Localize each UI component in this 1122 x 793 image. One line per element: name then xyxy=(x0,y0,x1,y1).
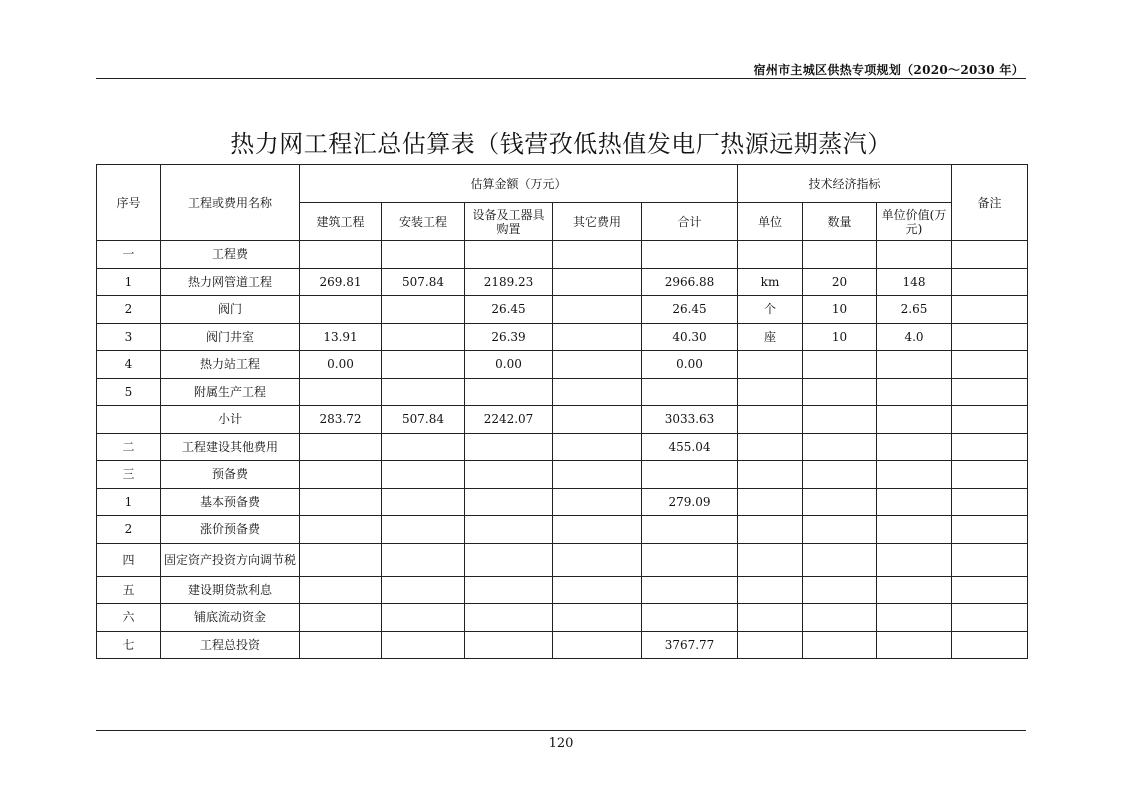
header-quantity: 数量 xyxy=(803,203,877,241)
cell-quantity xyxy=(803,516,877,544)
cell-seq xyxy=(97,406,161,434)
cell-install xyxy=(382,488,465,516)
table-row xyxy=(97,406,1028,434)
cell-unit xyxy=(738,516,803,544)
cell-name: 固定资产投资方向调节税 xyxy=(161,543,300,576)
cell-quantity xyxy=(803,433,877,461)
cell-install xyxy=(382,296,465,324)
cell-quantity xyxy=(803,241,877,269)
cell-unit-price xyxy=(877,488,952,516)
cell-install xyxy=(382,461,465,489)
cell-unit-price xyxy=(877,378,952,406)
cell-remark xyxy=(952,631,1028,659)
cell-other xyxy=(553,461,642,489)
cell-name: 阀门井室 xyxy=(161,323,300,351)
cell-equipment xyxy=(465,488,553,516)
cell-total: 279.09 xyxy=(642,488,738,516)
cell-name: 热力站工程 xyxy=(161,351,300,379)
cell-seq: 4 xyxy=(97,351,161,379)
cell-unit xyxy=(738,488,803,516)
cell-total xyxy=(642,604,738,632)
cell-remark xyxy=(952,461,1028,489)
cell-remark xyxy=(952,516,1028,544)
cell-install: 507.84 xyxy=(382,268,465,296)
cell-equipment xyxy=(465,543,553,576)
cell-install xyxy=(382,576,465,604)
header-name: 工程或费用名称 xyxy=(161,165,300,241)
header-total: 合计 xyxy=(642,203,738,241)
cell-seq: 2 xyxy=(97,516,161,544)
cell-unit-price: 2.65 xyxy=(877,296,952,324)
cell-unit-price xyxy=(877,351,952,379)
cell-equipment xyxy=(465,516,553,544)
cell-quantity xyxy=(803,631,877,659)
cell-other xyxy=(553,488,642,516)
cell-total: 40.30 xyxy=(642,323,738,351)
cell-remark xyxy=(952,433,1028,461)
cell-unit: 个 xyxy=(738,296,803,324)
cell-name: 工程总投资 xyxy=(161,631,300,659)
cell-quantity xyxy=(803,351,877,379)
cell-install xyxy=(382,543,465,576)
cell-unit: 座 xyxy=(738,323,803,351)
cell-install xyxy=(382,241,465,269)
cell-seq: 四 xyxy=(97,543,161,576)
cell-seq: 六 xyxy=(97,604,161,632)
cell-name: 热力网管道工程 xyxy=(161,268,300,296)
cell-building: 269.81 xyxy=(300,268,382,296)
header-tech-group: 技术经济指标 xyxy=(738,165,952,203)
page-number: 120 xyxy=(548,736,574,751)
cell-install xyxy=(382,323,465,351)
cell-building xyxy=(300,543,382,576)
table-row xyxy=(97,323,1028,351)
table-row xyxy=(97,576,1028,604)
cell-unit xyxy=(738,543,803,576)
cell-name: 预备费 xyxy=(161,461,300,489)
table-row xyxy=(97,268,1028,296)
header-estimate-group: 估算金额（万元） xyxy=(300,165,738,203)
cell-quantity xyxy=(803,406,877,434)
cell-other xyxy=(553,576,642,604)
cell-seq: 三 xyxy=(97,461,161,489)
cell-seq: 五 xyxy=(97,576,161,604)
cell-install xyxy=(382,351,465,379)
cell-building: 13.91 xyxy=(300,323,382,351)
cell-remark xyxy=(952,543,1028,576)
cell-building xyxy=(300,378,382,406)
cell-name: 阀门 xyxy=(161,296,300,324)
table-row xyxy=(97,488,1028,516)
cell-unit-price: 148 xyxy=(877,268,952,296)
cell-name: 工程费 xyxy=(161,241,300,269)
cell-remark xyxy=(952,241,1028,269)
cell-unit xyxy=(738,433,803,461)
cell-unit-price xyxy=(877,604,952,632)
cell-equipment: 0.00 xyxy=(465,351,553,379)
cell-unit xyxy=(738,351,803,379)
cell-total xyxy=(642,576,738,604)
cell-total: 2966.88 xyxy=(642,268,738,296)
header-rule xyxy=(96,78,1026,79)
cell-other xyxy=(553,631,642,659)
cell-unit xyxy=(738,378,803,406)
cell-quantity: 10 xyxy=(803,296,877,324)
cell-remark xyxy=(952,604,1028,632)
cell-building xyxy=(300,631,382,659)
cell-total: 455.04 xyxy=(642,433,738,461)
cell-name: 建设期贷款利息 xyxy=(161,576,300,604)
header-other: 其它费用 xyxy=(553,203,642,241)
cell-other xyxy=(553,378,642,406)
cell-unit-price xyxy=(877,241,952,269)
cell-equipment xyxy=(465,576,553,604)
cell-other xyxy=(553,543,642,576)
cell-unit xyxy=(738,576,803,604)
cell-install xyxy=(382,433,465,461)
table-row xyxy=(97,604,1028,632)
cell-building xyxy=(300,296,382,324)
table-row xyxy=(97,543,1028,576)
table-title: 热力网工程汇总估算表（钱营孜低热值发电厂热源远期蒸汽） xyxy=(230,130,892,158)
running-header: 宿州市主城区供热专项规划（2020～2030 年） xyxy=(753,63,1024,77)
cell-quantity xyxy=(803,604,877,632)
estimate-table xyxy=(96,164,1028,659)
cell-install xyxy=(382,631,465,659)
cell-quantity: 10 xyxy=(803,323,877,351)
header-unit-price: 单位价值(万元) xyxy=(877,203,952,241)
cell-install xyxy=(382,604,465,632)
cell-install xyxy=(382,516,465,544)
cell-building xyxy=(300,241,382,269)
cell-other xyxy=(553,516,642,544)
cell-total xyxy=(642,543,738,576)
cell-unit-price xyxy=(877,406,952,434)
cell-seq: 1 xyxy=(97,268,161,296)
cell-building xyxy=(300,461,382,489)
table-row xyxy=(97,351,1028,379)
cell-unit-price xyxy=(877,576,952,604)
cell-other xyxy=(553,268,642,296)
cell-remark xyxy=(952,378,1028,406)
cell-equipment xyxy=(465,631,553,659)
cell-other xyxy=(553,433,642,461)
cell-unit-price xyxy=(877,433,952,461)
cell-equipment xyxy=(465,604,553,632)
cell-total xyxy=(642,516,738,544)
cell-quantity xyxy=(803,488,877,516)
table-row xyxy=(97,461,1028,489)
cell-unit-price xyxy=(877,543,952,576)
cell-other xyxy=(553,323,642,351)
header-remark: 备注 xyxy=(952,165,1028,241)
cell-quantity xyxy=(803,378,877,406)
cell-seq: 5 xyxy=(97,378,161,406)
cell-seq: 3 xyxy=(97,323,161,351)
table-row xyxy=(97,516,1028,544)
cell-total xyxy=(642,378,738,406)
cell-quantity xyxy=(803,576,877,604)
cell-equipment xyxy=(465,241,553,269)
cell-building xyxy=(300,433,382,461)
cell-equipment: 2189.23 xyxy=(465,268,553,296)
cell-total xyxy=(642,241,738,269)
cell-install xyxy=(382,378,465,406)
cell-equipment: 2242.07 xyxy=(465,406,553,434)
cell-quantity xyxy=(803,461,877,489)
cell-other xyxy=(553,241,642,269)
footer-rule xyxy=(96,730,1026,731)
table-row xyxy=(97,296,1028,324)
cell-seq: 二 xyxy=(97,433,161,461)
cell-remark xyxy=(952,576,1028,604)
header-row-1 xyxy=(97,165,1028,203)
cell-building xyxy=(300,604,382,632)
cell-other xyxy=(553,296,642,324)
header-unit: 单位 xyxy=(738,203,803,241)
cell-unit: km xyxy=(738,268,803,296)
cell-total: 26.45 xyxy=(642,296,738,324)
header-equipment: 设备及工器具购置 xyxy=(465,203,553,241)
cell-install: 507.84 xyxy=(382,406,465,434)
cell-unit-price xyxy=(877,631,952,659)
cell-equipment: 26.39 xyxy=(465,323,553,351)
cell-seq: 一 xyxy=(97,241,161,269)
cell-unit xyxy=(738,406,803,434)
cell-unit xyxy=(738,631,803,659)
cell-building xyxy=(300,516,382,544)
cell-total: 3767.77 xyxy=(642,631,738,659)
cell-equipment xyxy=(465,461,553,489)
cell-remark xyxy=(952,323,1028,351)
cell-seq: 七 xyxy=(97,631,161,659)
cell-quantity xyxy=(803,543,877,576)
cell-name: 附属生产工程 xyxy=(161,378,300,406)
cell-unit xyxy=(738,241,803,269)
cell-other xyxy=(553,406,642,434)
header-building: 建筑工程 xyxy=(300,203,382,241)
cell-total: 3033.63 xyxy=(642,406,738,434)
header-install: 安装工程 xyxy=(382,203,465,241)
cell-name: 涨价预备费 xyxy=(161,516,300,544)
cell-name: 铺底流动资金 xyxy=(161,604,300,632)
cell-building xyxy=(300,488,382,516)
cell-total: 0.00 xyxy=(642,351,738,379)
cell-unit-price: 4.0 xyxy=(877,323,952,351)
cell-seq: 2 xyxy=(97,296,161,324)
cell-unit-price xyxy=(877,516,952,544)
cell-building xyxy=(300,576,382,604)
cell-unit xyxy=(738,604,803,632)
cell-unit-price xyxy=(877,461,952,489)
cell-name: 小计 xyxy=(161,406,300,434)
cell-other xyxy=(553,351,642,379)
table-body xyxy=(97,241,1028,659)
cell-other xyxy=(553,604,642,632)
table-row xyxy=(97,241,1028,269)
cell-quantity: 20 xyxy=(803,268,877,296)
table-row xyxy=(97,631,1028,659)
cell-seq: 1 xyxy=(97,488,161,516)
cell-building: 0.00 xyxy=(300,351,382,379)
cell-remark xyxy=(952,351,1028,379)
cell-remark xyxy=(952,488,1028,516)
header-seq: 序号 xyxy=(97,165,161,241)
cell-total xyxy=(642,461,738,489)
cell-remark xyxy=(952,296,1028,324)
cell-remark xyxy=(952,406,1028,434)
cell-equipment xyxy=(465,433,553,461)
cell-equipment: 26.45 xyxy=(465,296,553,324)
cell-building: 283.72 xyxy=(300,406,382,434)
table-row xyxy=(97,378,1028,406)
cell-remark xyxy=(952,268,1028,296)
table-row xyxy=(97,433,1028,461)
cell-unit xyxy=(738,461,803,489)
cell-name: 基本预备费 xyxy=(161,488,300,516)
cell-equipment xyxy=(465,378,553,406)
cell-name: 工程建设其他费用 xyxy=(161,433,300,461)
